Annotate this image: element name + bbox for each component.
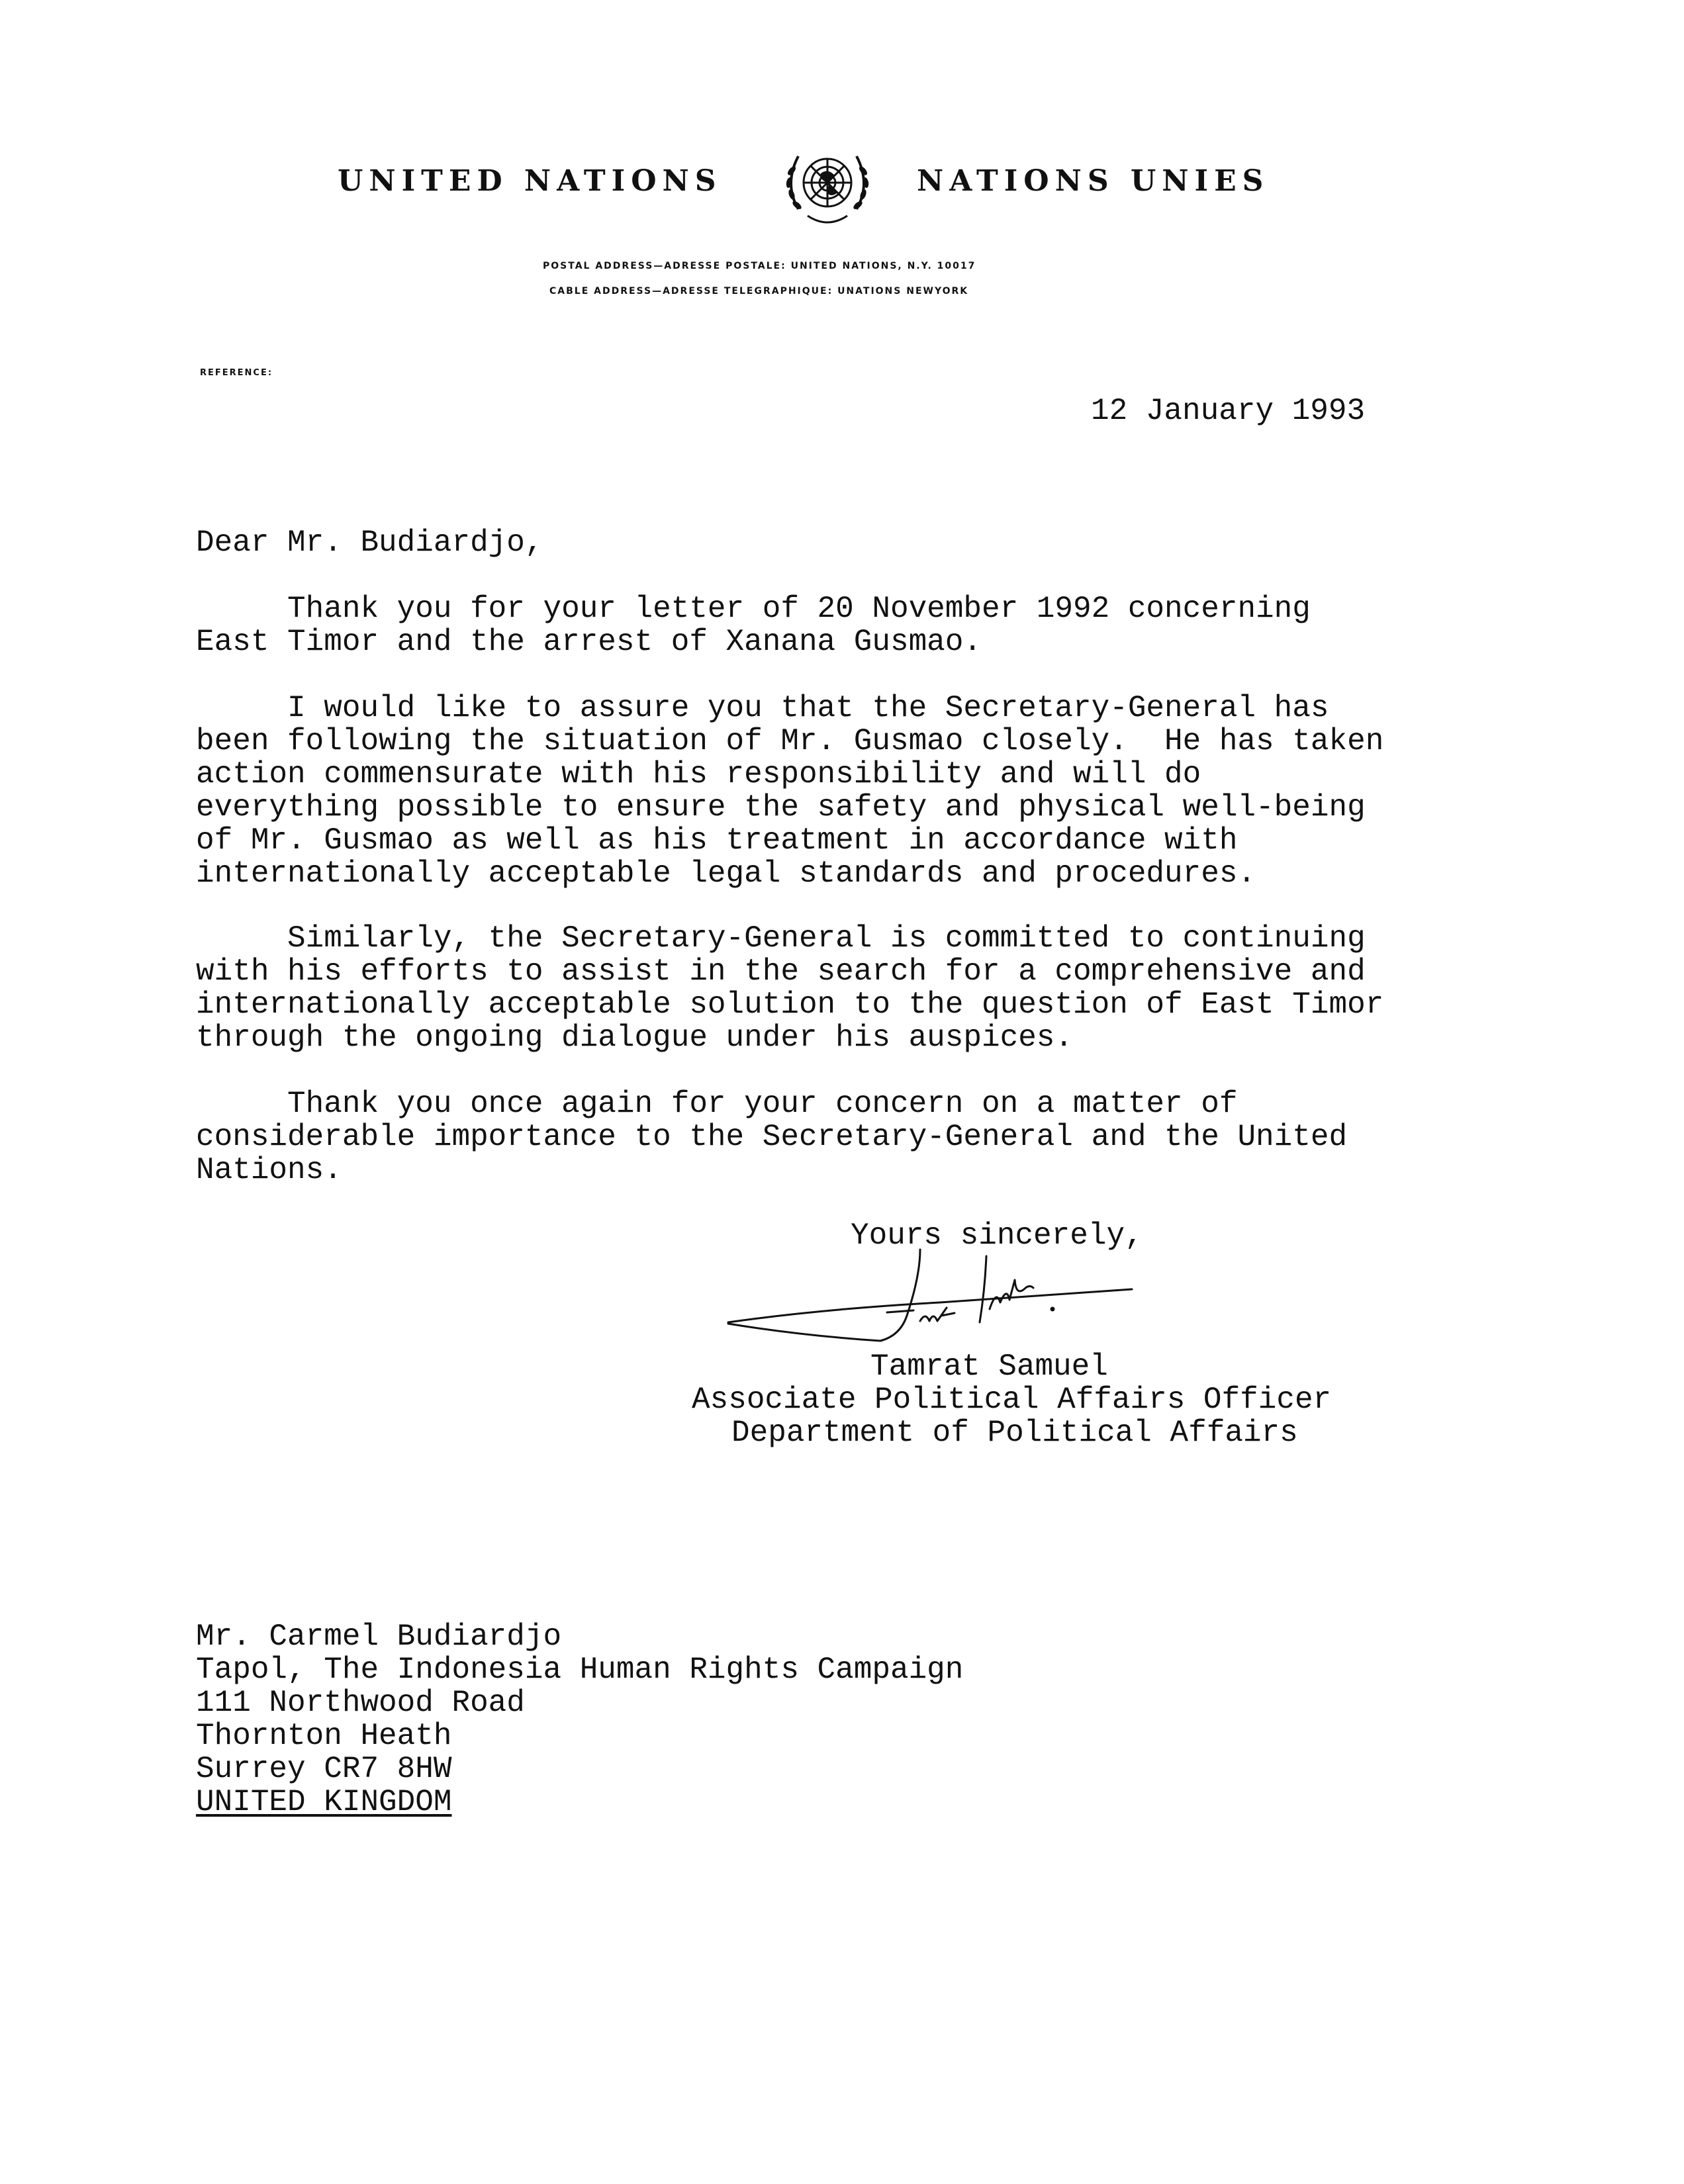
closing: Yours sincerely, bbox=[851, 1218, 1143, 1253]
body-paragraph-3: Similarly, the Secretary-General is committed to continuing with his efforts to assist in the search for a comprehensive and internationally acceptable solution to the question of East Timor through the ongoing dialogue under his auspices. bbox=[196, 921, 1384, 1055]
un-emblem-icon bbox=[774, 144, 880, 230]
signer-department: Department of Political Affairs bbox=[731, 1416, 1298, 1450]
body-paragraph-1: Thank you for your letter of 20 November 1992 concerning East Timor and the arrest of Xanana Gusmao. bbox=[196, 592, 1311, 659]
recipient-county-postcode: Surrey CR7 8HW bbox=[196, 1752, 452, 1786]
letter-date: 12 January 1993 bbox=[1091, 394, 1366, 428]
cable-address: CABLE ADDRESS—ADRESSE TELEGRAPHIQUE: UNATIONS NEWYORK bbox=[549, 286, 969, 296]
salutation: Dear Mr. Budiardjo, bbox=[196, 525, 543, 560]
recipient-country: UNITED KINGDOM bbox=[196, 1785, 452, 1819]
signer-title: Associate Political Affairs Officer bbox=[692, 1383, 1332, 1417]
letterhead-org-english: UNITED NATIONS bbox=[338, 164, 722, 198]
letterhead-org-french: NATIONS UNIES bbox=[917, 164, 1270, 198]
body-paragraph-2: I would like to assure you that the Secretary-General has been following the situation of Mr. Gusmao closely. He has taken action commensurate with his responsibility and will do everything possible to ensure the safety and physical well-being of Mr. Gusmao as well as his treatment in accordance with internationally acceptable legal standards and procedures. bbox=[196, 691, 1384, 891]
recipient-name: Mr. Carmel Budiardjo bbox=[196, 1619, 562, 1654]
signer-name: Tamrat Samuel bbox=[870, 1349, 1108, 1384]
recipient-street: 111 Northwood Road bbox=[196, 1686, 525, 1720]
recipient-locality: Thornton Heath bbox=[196, 1719, 452, 1753]
recipient-organization: Tapol, The Indonesia Human Rights Campaign bbox=[196, 1653, 964, 1687]
handwritten-signature bbox=[722, 1236, 1145, 1355]
postal-address: POSTAL ADDRESS—ADRESSE POSTALE: UNITED NATIONS, N.Y. 10017 bbox=[543, 261, 976, 271]
body-paragraph-4: Thank you once again for your concern on a matter of considerable importance to the Secretary-General and the United Nations. bbox=[196, 1087, 1348, 1187]
reference-label: REFERENCE: bbox=[200, 368, 273, 378]
